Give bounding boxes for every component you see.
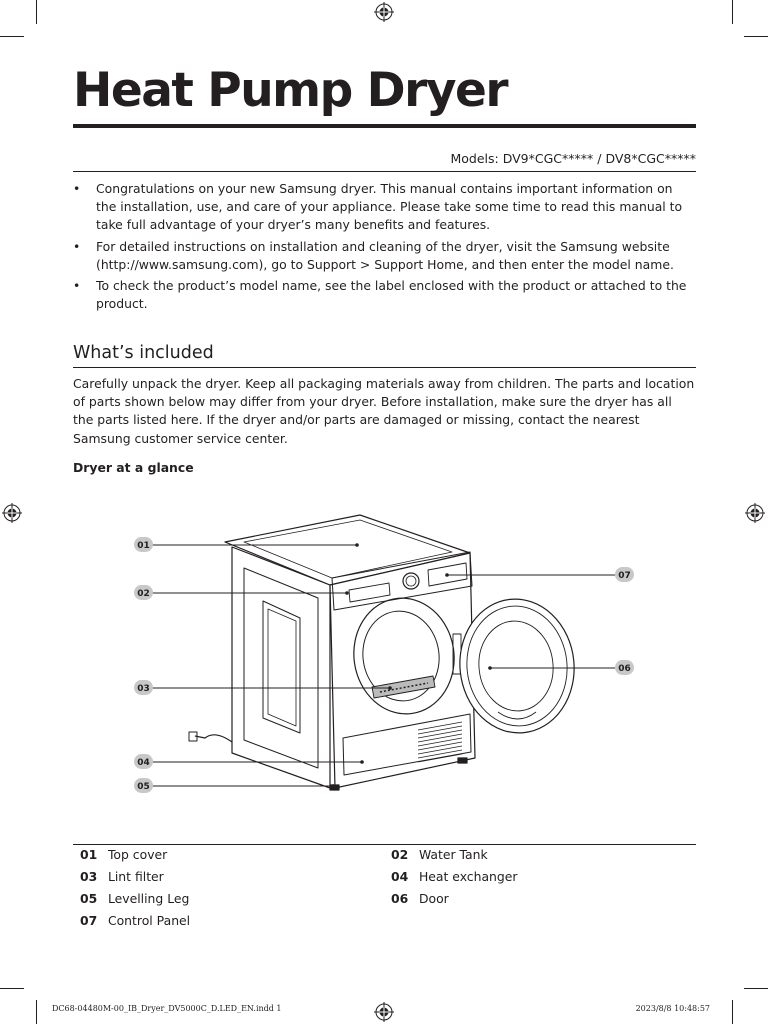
crop-mark — [0, 988, 24, 989]
part-label: Top cover — [107, 847, 168, 862]
subheading: Dryer at a glance — [73, 460, 194, 475]
part-number: 04 — [391, 869, 409, 884]
crop-mark — [732, 1000, 733, 1024]
part-label: Heat exchanger — [418, 869, 518, 884]
models-rule — [73, 171, 696, 172]
part-number: 01 — [80, 847, 98, 862]
part-number: 07 — [80, 913, 98, 928]
part-label: Control Panel — [107, 913, 191, 928]
part-number: 05 — [80, 891, 98, 906]
section-heading: What’s included — [73, 343, 214, 363]
part-label: Lint filter — [107, 869, 164, 884]
intro-bullet-text: For detailed instructions on installation and cleaning of the dryer, visit the Samsung website (http://www.samsung.com), go to Support > Support Home, and then enter the model name. — [96, 238, 674, 272]
footer-filename: DC68-04480M-00_IB_Dryer_DV5000C_D.LED_EN.indd 1 — [52, 1004, 282, 1013]
part-item — [391, 890, 449, 908]
intro-bullet — [73, 277, 696, 313]
part-item — [80, 868, 164, 886]
part-number: 02 — [391, 847, 409, 862]
part-label: Water Tank — [418, 847, 488, 862]
crop-mark — [36, 1000, 37, 1024]
part-label: Levelling Leg — [107, 891, 190, 906]
callout-number: 03 — [137, 684, 150, 694]
model-numbers: Models: DV9*CGC***** / DV8*CGC***** — [450, 151, 696, 166]
part-item — [391, 868, 518, 886]
crop-mark — [0, 36, 24, 37]
section-rule — [73, 367, 696, 368]
bullet-glyph: • — [73, 238, 81, 254]
part-item — [80, 890, 189, 908]
footer-timestamp: 2023/8/8 10:48:57 — [635, 1004, 710, 1013]
dryer-diagram — [0, 490, 768, 820]
intro-bullet-list — [73, 180, 696, 316]
callout-number: 01 — [137, 541, 150, 551]
power-cord — [195, 735, 232, 742]
intro-bullet — [73, 180, 696, 235]
callout-number: 07 — [618, 571, 631, 581]
registration-mark-icon — [374, 2, 394, 22]
bullet-glyph: • — [73, 181, 81, 196]
crop-mark — [744, 36, 768, 37]
part-number: 03 — [80, 869, 98, 884]
crop-mark — [744, 988, 768, 989]
section-paragraph: Carefully unpack the dryer. Keep all packaging materials away from children. The parts and location of parts shown below may differ from your dryer. Before installation, make sure the dryer has all the parts listed here. If the dryer and/or parts are damaged or missing, contact the nearest Samsung customer service center. — [73, 376, 695, 446]
intro-bullet-text: To check the product’s model name, see the label enclosed with the product or attached to the product. — [96, 278, 687, 312]
intro-bullet — [73, 238, 696, 274]
page-title: Heat Pump Dryer — [73, 63, 508, 118]
part-number: 06 — [391, 891, 409, 906]
part-item — [391, 846, 488, 864]
crop-mark — [732, 0, 733, 24]
intro-bullet-text: Congratulations on your new Samsung dryer. This manual contains important information on the installation, use, and care of your appliance. Please take some time to read this manual to take full advantage of your dryer’s many benefits and features. — [96, 181, 683, 233]
callout-number: 05 — [137, 782, 150, 792]
part-item — [80, 846, 167, 864]
registration-mark-icon — [374, 1002, 394, 1022]
part-item — [80, 912, 190, 930]
callout-number: 06 — [618, 664, 631, 674]
callout-number: 04 — [137, 758, 150, 768]
crop-mark — [36, 0, 37, 24]
callout-number: 02 — [137, 589, 150, 599]
title-rule — [73, 124, 696, 128]
parts-rule — [73, 844, 696, 845]
bullet-glyph: • — [73, 278, 81, 294]
part-label: Door — [418, 891, 449, 906]
